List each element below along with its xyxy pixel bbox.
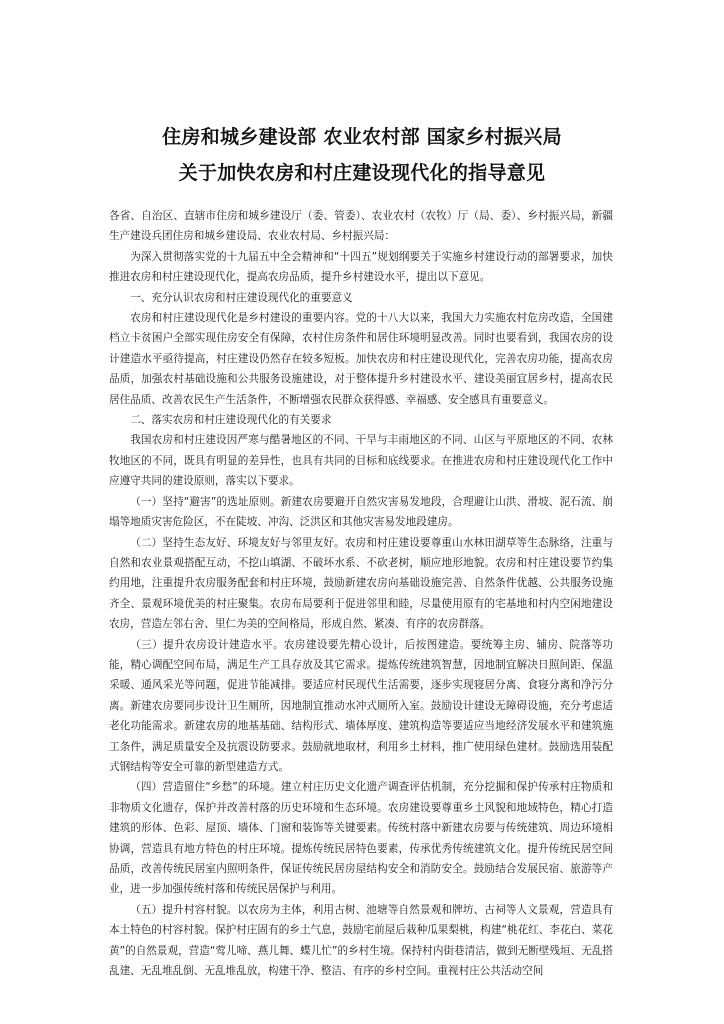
section-heading-1: 一、充分认识农房和村庄建设现代化的重要意义	[130, 291, 353, 304]
item-paragraph-5: （五）提升村容村貌。以农房为主体，利用古树、池塘等自然景观和牌坊、古祠等人文景观，营造具有本土特色的村容村貌。保护村庄固有的乡土气息，鼓励宅前屋后栽种瓜果梨桃，构建“桃花红、李花白、菜花黄”的自然景观，营造“莺儿啼、燕儿舞、蝶儿忙”的乡村生境。保持村内街巷清洁，做到无断壁残垣、无乱搭乱建、无乱堆乱倒、无乱堆乱放，构建干净、整洁、有序的乡村空间。重视村庄公共活动空间	[109, 903, 613, 978]
section-heading-2: 二、落实农房和村庄建设现代化的有关要求	[130, 414, 332, 427]
item-paragraph-4: （四）营造留住“乡愁”的环境。建立村庄历史文化遗产调查评估机制，充分挖掘和保护传承村庄物质和非物质文化遗存，保护并改善村落的历史环境和生态环境。农房建设要尊重乡土风貌和地域特色，精心打造建筑的形体、色彩、屋顶、墙体、门窗和装饰等关键要素。传统村落中新建农房要与传统建筑、周边环境相协调，营造具有地方特色的村庄环境。提炼传统民居特色要素，传承优秀传统建筑文化。提升传统民居空间品质，改善传统民居室内照明条件，保证传统民居房屋结构安全和消防安全。鼓励结合发展民宿、旅游等产业，进一步加强传统村落和传统民居保护与利用。	[109, 781, 613, 896]
item-paragraph-1: （一）坚持“避害”的选址原则。新建农房要避开自然灾害易发地段，合理避让山洪、滑坡、泥石流、崩塌等地质灾害危险区，不在陡坡、冲沟、泛洪区和其他灾害易发地段建房。	[109, 495, 613, 529]
document-title-line-2: 关于加快农房和村庄建设现代化的指导意见	[178, 162, 546, 184]
item-paragraph-3: （三）提升农房设计建造水平。农房建设要先精心设计，后按图建造。要统筹主房、辅房、院落等功能，精心调配空间布局，满足生产工具存放及其它需求。提炼传统建筑智慧，因地制宜解决日照间距、保温采暖、通风采光等问题，促进节能减排。要适应村民现代生活需要，逐步实现寝居分离、食寝分离和净污分离。新建农房要同步设计卫生厕所，因地制宜推动水冲式厕所入室。鼓励设计建设无障碍设施，充分考虑适老化功能需求。新建农房的地基基础、结构形式、墙体厚度、建筑构造等要适应当地经济发展水平和建筑施工条件，满足质量安全及抗震设防要求。鼓励就地取材，利用乡土材料，推广使用绿色建材。鼓励选用装配式钢结构等安全可靠的新型建造方式。	[109, 638, 613, 773]
body-paragraph: 我国农房和村庄建设因严寒与酷暑地区的不同、干旱与丰雨地区的不同、山区与平原地区的不同、农林牧地区的不同，既具有明显的差异性，也具有共同的目标和底线要求。在推进农房和村庄建设现代化工作中应遵守共同的建设原则，落实以下要求。	[109, 434, 613, 488]
body-paragraph: 农房和村庄建设现代化是乡村建设的重要内容。党的十八大以来，我国大力实施农村危房改造，全国建档立卡贫困户全部实现住房安全有保障，农村住房条件和居住环境明显改善。同时也要看到，我国农房的设计建造水平亟待提高，村庄建设仍然存在较多短板。加快农房和村庄建设现代化，完善农房功能，提高农房品质，加强农村基础设施和公共服务设施建设，对于整体提升乡村建设水平、建设美丽宜居乡村，提高农民居住品质、改善农民生产生活条件，不断增强农民群众获得感、幸福感、安全感具有重要意义。	[109, 312, 613, 406]
item-paragraph-2: （二）坚持生态友好、环境友好与邻里友好。农房和村庄建设要尊重山水林田湖草等生态脉络，注重与自然和农业景观搭配互动，不挖山填湖、不破坏水系、不砍老树，顺应地形地貌。农房和村庄建设要节约集约用地，注重提升农房服务配套和村庄环境，鼓励新建农房向基础设施完善、自然条件优越、公共服务设施齐全、景观环境优美的村庄聚集。农房布局要利于促进邻里和睦，尽量使用原有的宅基地和村内空闲地建设农房，营造左邻右舍、里仁为美的空间格局，形成自然、紧凑、有序的农房群落。	[109, 536, 613, 631]
intro-paragraph: 为深入贯彻落实党的十九届五中全会精神和“十四五”规划纲要关于实施乡村建设行动的部署要求，加快推进农房和村庄建设现代化，提高农房品质，提升乡村建设水平，提出以下意见。	[109, 250, 613, 284]
salutation-paragraph: 各省、自治区、直辖市住房和城乡建设厅（委、管委）、农业农村（农牧）厅（局、委）、乡村振兴局，新疆生产建设兵团住房和城乡建设局、农业农村局、乡村振兴局：	[109, 210, 613, 243]
document-body	[109, 206, 613, 981]
document-title-line-1: 住房和城乡建设部 农业农村部 国家乡村振兴局	[162, 126, 562, 148]
